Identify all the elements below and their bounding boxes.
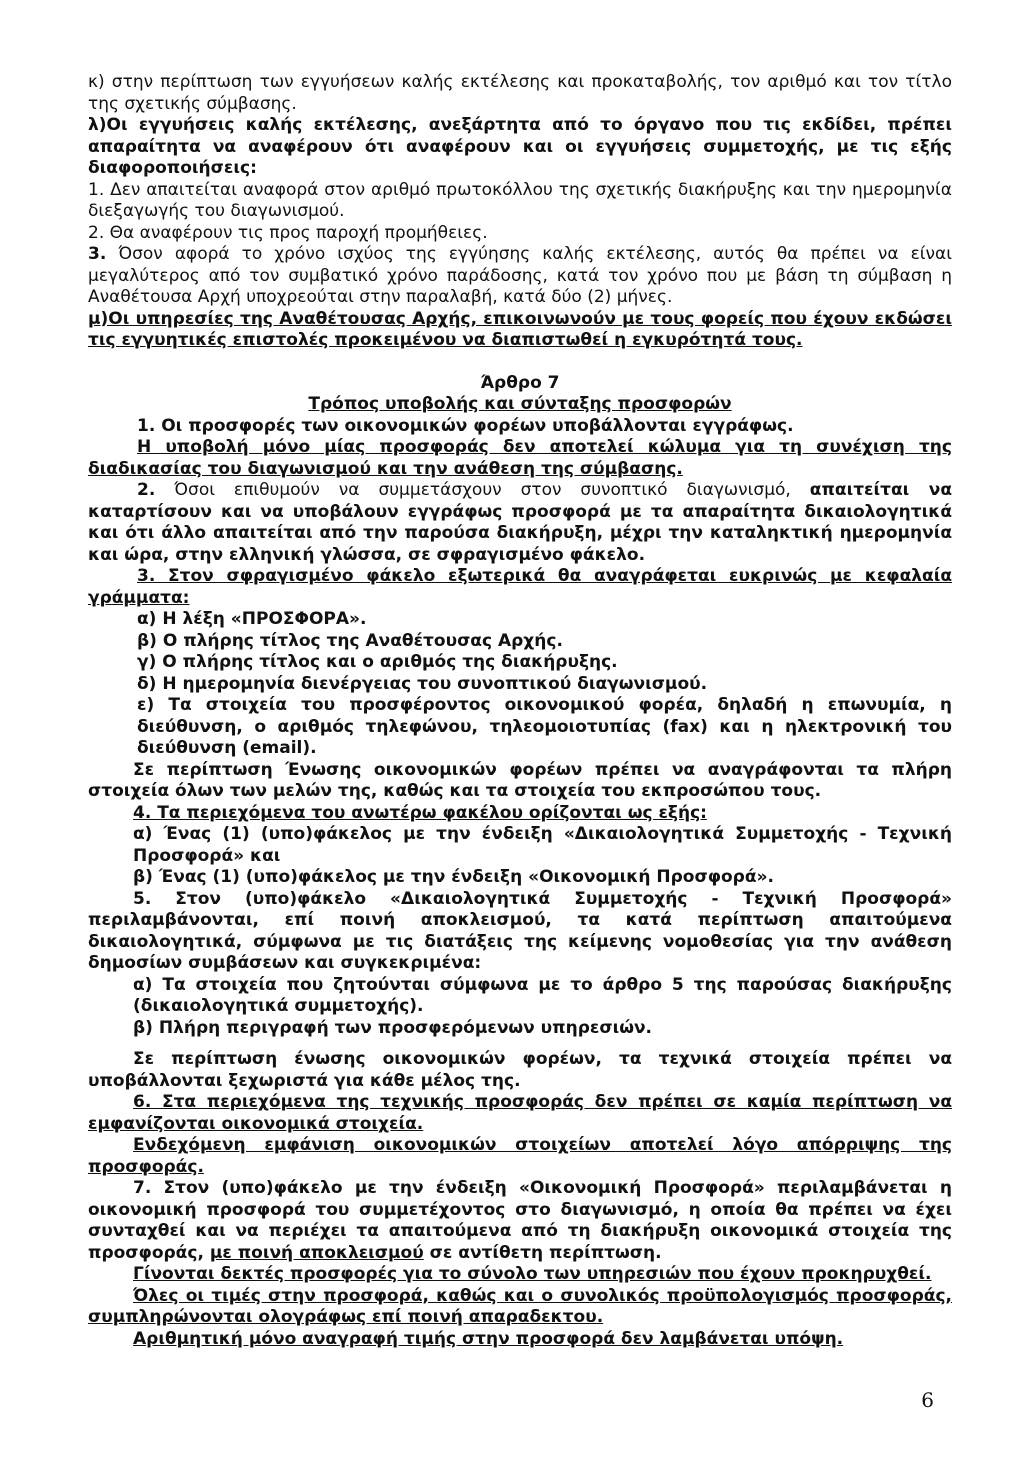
section-5-item-a: α) Τα στοιχεία που ζητούνται σύμφωνα με το άρθρο 5 της παρούσας διακήρυξης (δικαιολογητικά συμμετοχής).	[133, 974, 952, 1016]
section-7-note-1: Γίνονται δεκτές προσφορές για το σύνολο των υπηρεσιών που έχουν προκηρυχθεί.	[133, 1264, 932, 1284]
section-1-note: Η υποβολή μόνο μίας προσφοράς δεν αποτελεί κώλυμα για τη συνέχιση της διαδικασίας του διαγωνισμού και την ανάθεση της σύμβασης.	[88, 437, 952, 479]
section-5-union-note: Σε περίπτωση ένωσης οικονομικών φορέων, τα τεχνικά στοιχεία πρέπει να υποβάλλονται ξεχωριστά για κάθε μέλος της.	[88, 1049, 952, 1091]
section-2-number: 2.	[137, 480, 156, 500]
section-7-penalty: με ποινή αποκλεισμού	[209, 1242, 424, 1263]
section-3-item-d: δ) Η ημερομηνία διενέργειας του συνοπτικού διαγωνισμού.	[137, 673, 708, 694]
article-title: Άρθρο 7	[480, 372, 560, 393]
list-item-1: 1. Δεν απαιτείται αναφορά στον αριθμό πρωτοκόλλου της σχετικής διακήρυξης και την ημερομηνία διεξαγωγής του διαγωνισμού.	[88, 179, 952, 221]
section-3-item-a: α) Η λέξη «ΠΡΟΣΦΟΡΑ».	[137, 609, 367, 629]
document-body	[88, 72, 952, 1350]
section-1: 1. Οι προσφορές των οικονομικών φορέων υποβάλλονται εγγράφως.	[137, 415, 794, 436]
section-4-item-a: α) Ένας (1) (υπο)φάκελος με την ένδειξη «Δικαιολογητικά Συμμετοχής - Τεχνική Προσφορά» και	[133, 824, 952, 866]
paragraph-l: λ)Οι εγγυήσεις καλής εκτέλεσης, ανεξάρτητα από το όργανο που τις εκδίδει, πρέπει απαραίτητα να αναφέρουν ότι αναφέρουν και οι εγγυήσεις συμμετοχής, με τις εξής διαφοροποιήσεις:	[88, 115, 952, 178]
section-7-text-end: σε αντίθετη περίπτωση.	[423, 1242, 662, 1263]
list-item-3-number: 3.	[88, 244, 107, 264]
section-3-item-b: β) Ο πλήρης τίτλος της Αναθέτουσας Αρχής.	[137, 630, 563, 651]
section-4-item-b: β) Ένας (1) (υπο)φάκελος με την ένδειξη «Οικονομική Προσφορά».	[133, 867, 774, 887]
paragraph-m: μ)Οι υπηρεσίες της Αναθέτουσας Αρχής, επικοινωνούν με τους φορείς που έχουν εκδώσει τις εγγυητικές επιστολές προκειμένου να διαπιστωθεί η εγκυρότητά τους.	[88, 308, 952, 350]
section-7-note-3: Αριθμητική μόνο αναγραφή τιμής στην προσφορά δεν λαμβάνεται υπόψη.	[133, 1328, 844, 1349]
section-7	[88, 1178, 952, 1264]
section-2	[88, 480, 952, 566]
section-5: 5. Στον (υπο)φάκελο «Δικαιολογητικά Συμμετοχής - Τεχνική Προσφορά» περιλαμβάνονται, επί ποινή αποκλεισμού, τα κατά περίπτωση απαιτούμενα δικαιολογητικά, σύμφωνα με τις διατάξεις της κείμενης νομοθεσίας για την ανάθεση δημοσίων συμβάσεων και συγκεκριμένα:	[88, 888, 952, 973]
section-7-note-2: Όλες οι τιμές στην προσφορά, καθώς και ο συνολικός προϋπολογισμός προσφοράς, συμπληρώνονται ολογράφως επί ποινή απαραδεκτου.	[88, 1285, 952, 1327]
list-item-2: 2. Θα αναφέρουν τις προς παροχή προμήθειες.	[88, 222, 488, 243]
section-2-bold-text: απαιτείται να καταρτίσουν και να υποβάλουν εγγράφως προσφορά με τα απαραίτητα δικαιολογητικά και ότι άλλο απαιτείται από την παρούσα διακήρυξη, μέχρι την καταληκτική ημερομηνία και ώρα, στην ελληνική γλώσσα, σε σφραγισμένο φάκελο.	[88, 480, 952, 565]
section-3-item-c: γ) Ο πλήρης τίτλος και ο αριθμός της διακήρυξης.	[137, 652, 618, 672]
section-2-text: Όσοι επιθυμούν να συμμετάσχουν στον συνοπτικό διαγωνισμό,	[155, 480, 810, 500]
section-3: 3. Στον σφραγισμένο φάκελο εξωτερικά θα αναγράφεται ευκρινώς με κεφαλαία γράμματα:	[88, 566, 952, 608]
section-7-text: 7. Στον (υπο)φάκελο με την ένδειξη «Οικονομική Προσφορά» περιλαμβάνεται η οικονομική προσφορά του συμμετέχοντος στο διαγωνισμό, η οποία θα πρέπει να έχει συνταχθεί και να περιέχει τα απαιτούμενα από τη διακήρυξη οικονομικά στοιχεία της προσφοράς,	[88, 1178, 952, 1263]
list-item-3	[88, 244, 952, 309]
section-5-item-b: β) Πλήρη περιγραφή των προσφερόμενων υπηρεσιών.	[133, 1017, 653, 1038]
section-3-item-e: ε) Τα στοιχεία του προσφέροντος οικονομικού φορέα, δηλαδή η επωνυμία, η διεύθυνση, ο αριθμός τηλεφώνου, τηλεομοιοτυπίας (fax) και η ηλεκτρονική του διεύθυνση (email).	[137, 695, 952, 758]
section-6-note: Ενδεχόμενη εμφάνιση οικονομικών στοιχείων αποτελεί λόγο απόρριψης της προσφοράς.	[88, 1135, 952, 1177]
section-4: 4. Τα περιεχόμενα του ανωτέρω φακέλου ορίζονται ως εξής:	[133, 802, 707, 823]
section-6: 6. Στα περιεχόμενα της τεχνικής προσφοράς δεν πρέπει σε καμία περίπτωση να εμφανίζονται οικονομικά στοιχεία.	[88, 1092, 952, 1134]
list-item-3-text: Όσον αφορά το χρόνο ισχύος της εγγύησης καλής εκτέλεσης, αυτός θα πρέπει να είναι μεγαλύτερος από τον συμβατικό χρόνο παράδοσης, κατά τον χρόνο που με βάση τη σύμβαση η Αναθέτουσα Αρχή υποχρεούται στην παραλαβή, κατά δύο (2) μήνες.	[88, 244, 952, 307]
article-subtitle: Τρόπος υποβολής και σύνταξης προσφορών	[308, 394, 732, 414]
page-number: 6	[921, 1388, 934, 1412]
section-3-union-note: Σε περίπτωση Ένωσης οικονομικών φορέων πρέπει να αναγράφονται τα πλήρη στοιχεία όλων των μελών της, καθώς και τα στοιχεία του εκπροσώπου τους.	[88, 759, 952, 801]
paragraph-k: κ) στην περίπτωση των εγγυήσεων καλής εκτέλεσης και προκαταβολής, τον αριθμό και τον τίτλο της σχετικής σύμβασης.	[88, 72, 952, 114]
